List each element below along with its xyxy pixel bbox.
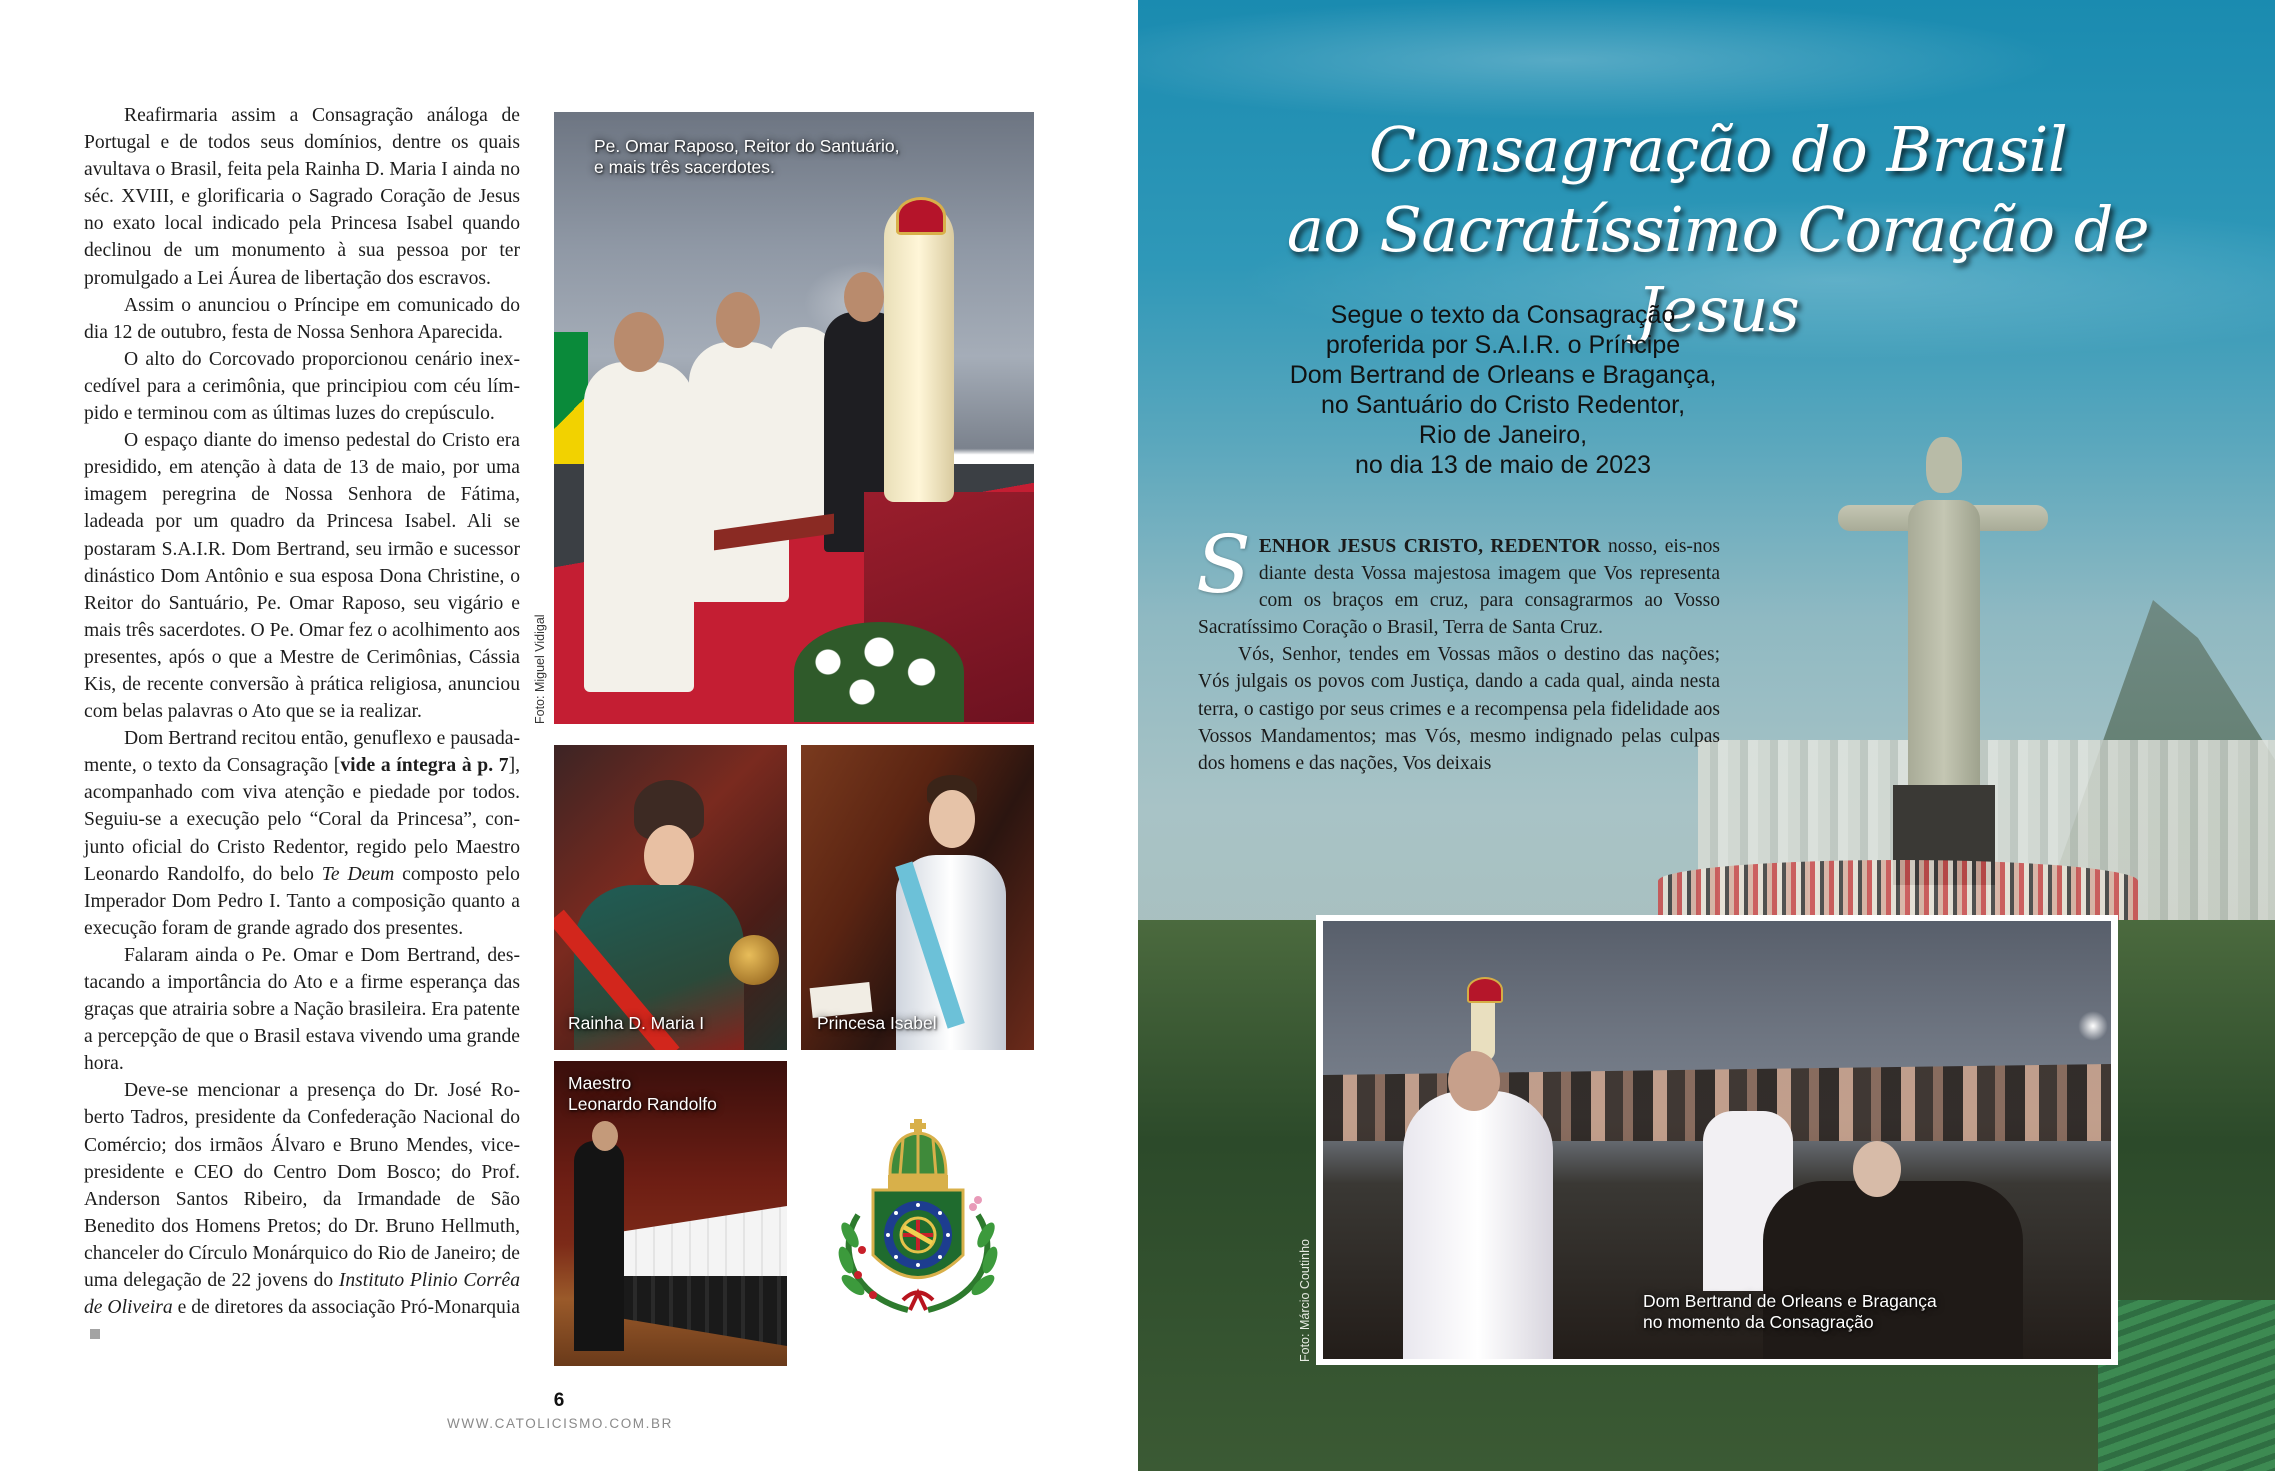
text-run: ], acompanhado com viva atenção e piedade por todos. Seguiu-se a execução pelo “Coral da Princesa”, conjunto oficial do Cristo Redentor, regido pelo Maestro Leonardo Randolfo, do belo [84, 755, 520, 885]
paragraph: Vós, Senhor, tendes em Vossas mãos o destino das nações; Vós julgais os povos com Justiça, dando a cada qual, ainda nesta terra, o castigo por seus crimes e a recompensa pela fidelidade aos Vossos Mandamentos; mas Vós, mesmo indignado pelas culpas dos homens e das nações, Vos deixais [1198, 644, 1720, 774]
photo-consecration [1323, 921, 2111, 1359]
drop-cap: S [1196, 518, 1251, 611]
photo-caption: Maestro Leonardo Randolfo [568, 1073, 717, 1114]
consecration-prayer [1196, 518, 1720, 777]
text-run: e de diretores da associação Pró-Monarquia [172, 1297, 520, 1319]
photo-caption: Rainha D. Maria I [568, 1013, 705, 1033]
paragraph [84, 1077, 520, 1348]
cross-reference: vide a íntegra à p. 7 [340, 755, 509, 777]
photo-maestro [554, 1061, 787, 1366]
text-run: Deve-se mencionar a presença do Dr. José Roberto Tadros, presidente da Confederação Nacional do Comércio; dos irmãos Álvaro e Bruno Mendes, vice-presidente e CEO do Centro Dom Bosco; do Prof. Anderson Santos Ribeiro, da Irmandade de São Benedito dos Homens Pretos; do Dr. Bruno Hellmuth, chanceler do Círculo Monárquico do Rio de Janeiro; de uma delegação de 22 jovens do [84, 1080, 520, 1292]
photo-queen-maria [554, 745, 787, 1050]
photo-credit: Foto: Márcio Coutinho [1298, 1239, 1312, 1362]
paragraph: O espaço diante do imenso pedestal do Cristo era presidido, em atenção à data de 13 de maio, por uma imagem peregrina de Nossa Senhora de Fátima, ladeada por um quadro da Princesa Isabel. Ali se postaram S.A.I.R. Dom Bertrand, seu irmão e sucessor dinástico Dom Antônio e sua esposa Dona Christine, o Reitor do Santuário, Pe. Omar Raposo, seu vigário e mais três sacerdotes. O Pe. Omar fez o acolhimento aos presentes, após o que a Mestre de Cerimônias, Cássia Kis, de recente conversão à prática religiosa, anunciou com belas palavras o Ato que se ia realizar. [84, 430, 520, 723]
site-url: WWW.CATOLICISMO.COM.BR [447, 1416, 673, 1431]
paragraph: SENHOR JESUS CRISTO, REDENTOR nosso, eis-nos diante desta Vossa majestosa imagem que Vos representa com os braços em cruz, para consagrarmos ao Vosso Sacratíssimo Coração o Brasil, Terra de Santa Cruz. [1196, 518, 1720, 639]
page-number: 6 [553, 1390, 565, 1411]
institution-name: Instituto Plinio Corrêa de Oliveira [84, 1270, 520, 1319]
text-run: Dom Bertrand recitou então, genuflexo e pausadamente, o texto da Consagração [ [84, 728, 520, 777]
photo-credit: Foto: Miguel Vidigal [533, 614, 547, 724]
photo-frame [1316, 915, 2118, 1365]
photo-priests [554, 112, 1034, 724]
christ-statue [1908, 500, 1980, 790]
paragraph: Assim o anunciou o Príncipe em comunicado do dia 12 de outubro, festa de Nossa Senhora Aparecida. [84, 294, 520, 343]
work-title: Te Deum [321, 863, 395, 885]
photo-caption: Princesa Isabel [817, 1013, 937, 1033]
photo-princess-isabel [801, 745, 1034, 1050]
subtitle: Segue o texto da Consagração proferida por S.A.I.R. o Príncipe Dom Bertrand de Orleans e Bragança, no Santuário do Cristo Redentor, Rio de Janeiro, no dia 13 de maio de 2023 [1289, 301, 1717, 479]
our-lady-statue [884, 202, 954, 502]
prayer-lead: ENHOR JESUS CRISTO, REDENTOR [1258, 536, 1601, 557]
imperial-coat-of-arms-icon [828, 1095, 1008, 1325]
end-of-article-icon [90, 1329, 100, 1339]
paragraph [84, 725, 520, 942]
paragraph: Falaram ainda o Pe. Omar e Dom Bertrand, destacando a importância do Ato e a firme esperança das graças que atrairia sobre a Nação brasileira. Era patente a percepção de que o Brasil estava vivendo uma grande hora. [84, 944, 520, 1075]
paragraph: Reafirmaria assim a Consagração análoga de Portugal e de todos seus domínios, dentre os quais avultava o Brasil, feita pela Rainha D. Maria I ainda no séc. XVIII, e glorificaria o Sagrado Coração de Jesus no exato local indicado pela Princesa Isabel quando declinou de um monumento à sua pessoa por ter promulgado a Lei Áurea de libertação dos escravos. [84, 105, 520, 289]
paragraph: O alto do Corcovado proporcionou cenário inexcedível para a cerimônia, que principiou com céu límpido e terminou com as últimas luzes do crepúsculo. [84, 348, 520, 425]
article-body [84, 102, 520, 1348]
text-run: composto pelo Imperador Dom Pedro I. Tanto a composição quanto a execução foram de grande agrado dos presentes. [84, 863, 520, 939]
photo-caption: Dom Bertrand de Orleans e Bragança no momento da Consagração [1643, 1291, 1937, 1332]
photo-caption: Pe. Omar Raposo, Reitor do Santuário, e mais três sacerdotes. [594, 136, 900, 177]
right-page [1138, 0, 2275, 1471]
page-title: Consagração do Brasil ao Sacratíssimo Coração de Jesus [1286, 113, 2150, 346]
crown-icon [729, 935, 779, 985]
